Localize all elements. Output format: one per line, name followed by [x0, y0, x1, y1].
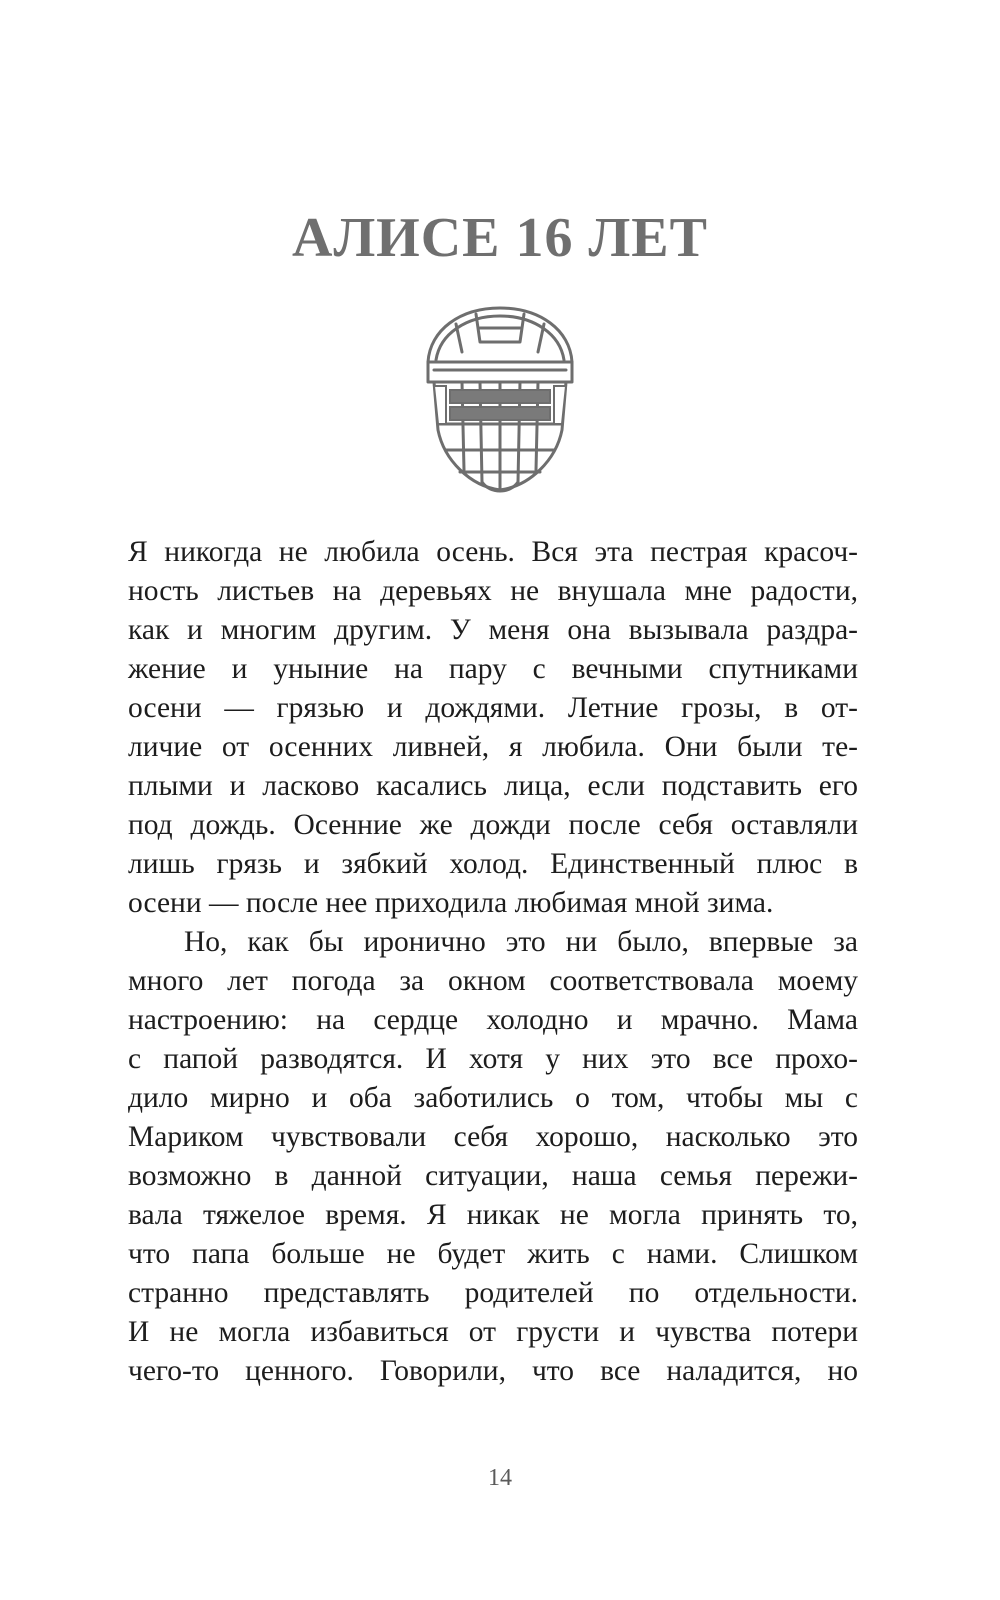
- page-number: 14: [488, 1465, 512, 1491]
- text-line: дило мирно и оба заботились о том, чтобы мы с: [128, 1082, 858, 1114]
- hockey-helmet-icon: [420, 300, 580, 500]
- text-line: под дождь. Осенние же дожди после себя оставляли: [128, 809, 858, 841]
- text-line: чего-то ценного. Говорили, что все наладится, но: [128, 1355, 858, 1387]
- text-line: осени — после нее приходила любимая мной зима.: [128, 887, 774, 919]
- chapter-title: АЛИСЕ 16 ЛЕТ: [292, 207, 708, 269]
- text-line: с папой разводятся. И хотя у них это все прохо-: [128, 1043, 858, 1075]
- text-line: И не могла избавиться от грусти и чувства потери: [128, 1316, 858, 1348]
- text-line: жение и уныние на пару с вечными спутниками: [128, 653, 858, 685]
- text-line: лишь грязь и зябкий холод. Единственный плюс в: [128, 848, 858, 880]
- text-line: настроению: на сердце холодно и мрачно. Мама: [128, 1004, 858, 1036]
- text-line: много лет погода за окном соответствовала моему: [128, 965, 858, 997]
- text-line: Но, как бы иронично это ни было, впервые за: [184, 926, 858, 958]
- text-line: Я никогда не любила осень. Вся эта пестрая красоч-: [128, 536, 858, 568]
- text-line: личие от осенних ливней, я любила. Они были те-: [128, 731, 858, 763]
- text-line: как и многим другим. У меня она вызывала раздра-: [128, 614, 858, 646]
- text-line: ность листьев на деревьях не внушала мне радости,: [128, 575, 858, 607]
- text-line: Мариком чувствовали себя хорошо, насколько это: [128, 1121, 858, 1153]
- chapter-body: [128, 533, 858, 1391]
- text-line: что папа больше не будет жить с нами. Слишком: [128, 1238, 858, 1270]
- text-line: странно представлять родителей по отдельности.: [128, 1277, 858, 1309]
- text-line: вала тяжелое время. Я никак не могла принять то,: [128, 1199, 858, 1231]
- text-line: возможно в данной ситуации, наша семья пережи-: [128, 1160, 858, 1192]
- text-line: осени — грязью и дождями. Летние грозы, в от-: [128, 692, 858, 724]
- text-line: плыми и ласково касались лица, если подставить его: [128, 770, 858, 802]
